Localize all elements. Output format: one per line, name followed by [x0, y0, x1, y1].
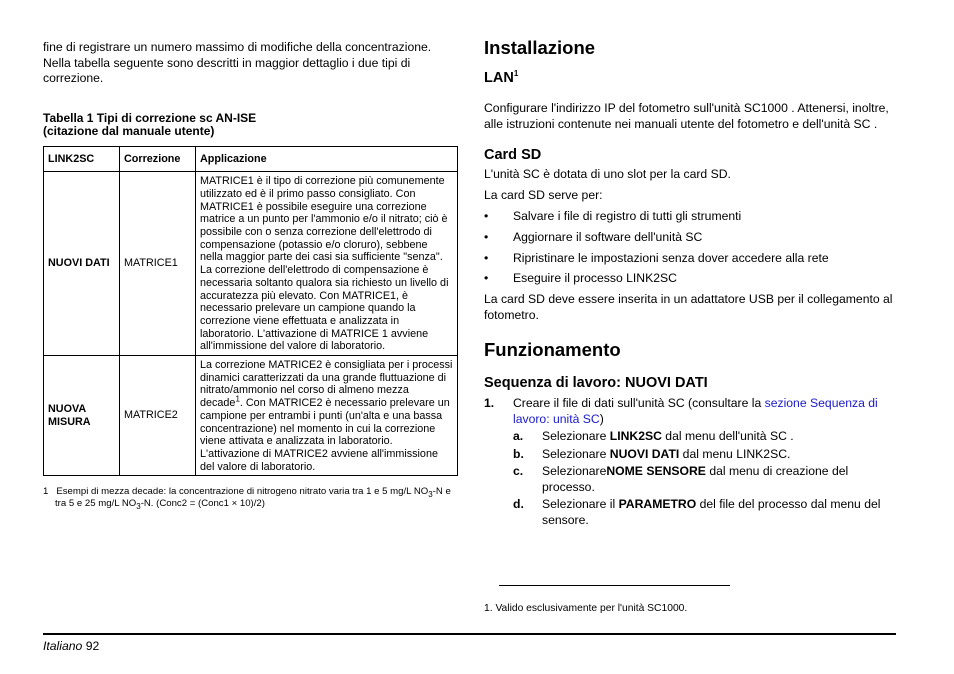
substep-text: del file del processo dal menu del sensore. — [542, 497, 881, 527]
footnote-ref[interactable]: 1 — [513, 69, 519, 79]
list-item — [484, 230, 896, 246]
heading-card-sd: Card SD — [484, 147, 542, 163]
step-text-b: ) — [599, 411, 604, 426]
lan-paragraph: Configurare l'indirizzo IP del fotometro sull'unità SC1000 . Attenersi, inoltre, alle istruzioni contenute nei manuali utente del fotometro e dell'unità SC . — [484, 101, 889, 131]
header-link2sc: LINK2SC — [44, 146, 120, 172]
substep-bold: NOME SENSORE — [606, 464, 706, 479]
list-item — [484, 209, 896, 225]
table-header-row — [44, 146, 458, 172]
cell-applicazione — [196, 356, 458, 476]
substep-letter: d. — [513, 497, 524, 512]
section-link[interactable]: sezione Sequenza di lavoro: unità SC — [513, 396, 878, 426]
footnote-divider — [499, 585, 730, 586]
list-item-text: Ripristinare le impostazioni senza dover accedere alla rete — [513, 250, 829, 265]
footnote-text-b: -N e tra 5 e 25 mg/L NO — [55, 486, 451, 509]
substep-letter: a. — [513, 429, 524, 444]
table-footnote — [43, 486, 458, 509]
heading-lan — [484, 69, 896, 87]
footnote-number: 1 — [43, 486, 49, 498]
bullet-icon: • — [484, 250, 489, 265]
list-item-text: Eseguire il processo LINK2SC — [513, 271, 677, 286]
subscript: 3 — [428, 490, 433, 500]
cell-correzione: MATRICE1 — [120, 172, 196, 356]
substep-letter: c. — [513, 464, 524, 479]
cell-applicazione: MATRICE1 è il tipo di correzione più comunemente utilizzato ed è il primo passo consigliato. Con MATRICE1 è possibile eseguire una correzione matrice a un punto per l'ammonio e/o il nitrato; ciò è possibile con o senza correzione dell'elettrodo di compensazione (potassio e/o cloruro), sebbene nella maggior parte dei casi sia sufficiente "senza". La correzione dell'elettrodo di compensazione è necessaria soltanto qualora sia richiesto un livello di accuratezza più elevato. Con MATRICE1, è necessario prelevare un campione quando la correzione viene effettuata e analizzata in laboratorio. L'attivazione di MATRICE 1 avviene all'immissione del valore di laboratorio. — [196, 172, 458, 356]
table-caption-line1: Tabella 1 Tipi di correzione sc AN-ISE — [43, 110, 257, 125]
substep-text: Selezionare — [542, 429, 610, 444]
right-column — [484, 36, 896, 528]
applicazione-text-b: . Con MATRICE2 è necessario prelevare un campione per entrambi i punti (un'alta e una bassa concentrazione) nel momento in cui la correzione viene attivata e analizzata in laboratorio. L'attivazione di MATRICE2 avviene all'immissione del valore di laboratorio. — [200, 397, 450, 473]
footer-rule — [43, 633, 896, 635]
applicazione-text-a: La correzione MATRICE2 è consigliata per i processi dinamici caratterizzati da una grande fluttuazione di nitrato/ammonio nel corso di almeno mezza decade — [200, 359, 453, 410]
bullet-icon: • — [484, 229, 489, 244]
heading-funzionamento: Funzionamento — [484, 339, 621, 361]
page-footer — [43, 638, 99, 654]
heading-sequenza: Sequenza di lavoro: NUOVI DATI — [484, 375, 708, 392]
list-item-text: Salvare i file di registro di tutti gli strumenti — [513, 209, 742, 223]
footnote-text-c: -N. (Conc2 = (Conc1 × 10)/2) — [140, 497, 265, 509]
correction-types-table — [43, 146, 458, 477]
subscript: 3 — [136, 501, 141, 511]
step-1 — [484, 396, 896, 427]
table-caption-line2: (citazione dal manuale utente) — [43, 123, 215, 138]
cell-correzione: MATRICE2 — [120, 356, 196, 476]
substep-text: Selezionare — [542, 446, 610, 461]
cell-link2sc: NUOVI DATI — [44, 172, 120, 356]
substep-c — [484, 464, 896, 495]
table-row — [44, 172, 458, 356]
substep-text: dal menu di creazione del processo. — [542, 464, 849, 494]
substep-b — [484, 447, 896, 463]
card-uses-list — [484, 209, 896, 287]
heading-installazione: Installazione — [484, 37, 596, 58]
step-number: 1. — [484, 396, 495, 411]
table-caption — [43, 112, 458, 138]
list-item — [484, 271, 896, 287]
substep-text: dal menu LINK2SC. — [679, 446, 791, 461]
substep-d — [484, 497, 896, 528]
intro-paragraph: fine di registrare un numero massimo di modifiche della concentrazione. Nella tabella seguente sono descritti in maggior dettaglio i due tipi di correzione. — [43, 40, 432, 85]
left-column — [43, 40, 458, 509]
step-text-a: Creare il file di dati sull'unità SC (consultare la — [513, 396, 765, 411]
substep-bold: PARAMETRO — [618, 497, 697, 512]
bullet-icon: • — [484, 209, 489, 223]
header-applicazione: Applicazione — [196, 146, 458, 172]
card-paragraph-2: La card SD serve per: — [484, 188, 603, 202]
substep-text: dal menu dell'unità SC . — [661, 429, 794, 444]
page-number: 92 — [85, 639, 100, 653]
card-paragraph-1: L'unità SC è dotata di uno slot per la card SD. — [484, 167, 731, 181]
card-paragraph-3: La card SD deve essere inserita in un adattatore USB per il collegamento al fotometro. — [484, 292, 893, 322]
substep-text: Selezionare il — [542, 497, 619, 512]
substep-bold: NUOVI DATI — [609, 446, 680, 461]
lan-footnote: 1. Valido esclusivamente per l'unità SC1000. — [484, 603, 688, 614]
substep-text: Selezionare — [542, 464, 607, 479]
footer-language: Italiano — [43, 639, 83, 653]
cell-link2sc: NUOVA MISURA — [44, 356, 120, 476]
footnote-text-a: Esempi di mezza decade: la concentrazione di nitrogeno nitrato varia tra 1 e 5 mg/L NO — [56, 486, 429, 498]
substep-a — [484, 429, 896, 445]
substep-bold: LINK2SC — [609, 429, 662, 444]
bullet-icon: • — [484, 271, 489, 286]
list-item — [484, 251, 896, 267]
list-item-text: Aggiornare il software dell'unità SC — [513, 229, 703, 244]
table-row — [44, 356, 458, 476]
footnote-ref[interactable]: 1 — [235, 394, 240, 404]
heading-lan-text: LAN — [484, 70, 514, 86]
header-correzione: Correzione — [120, 146, 196, 172]
substep-letter: b. — [513, 446, 524, 461]
